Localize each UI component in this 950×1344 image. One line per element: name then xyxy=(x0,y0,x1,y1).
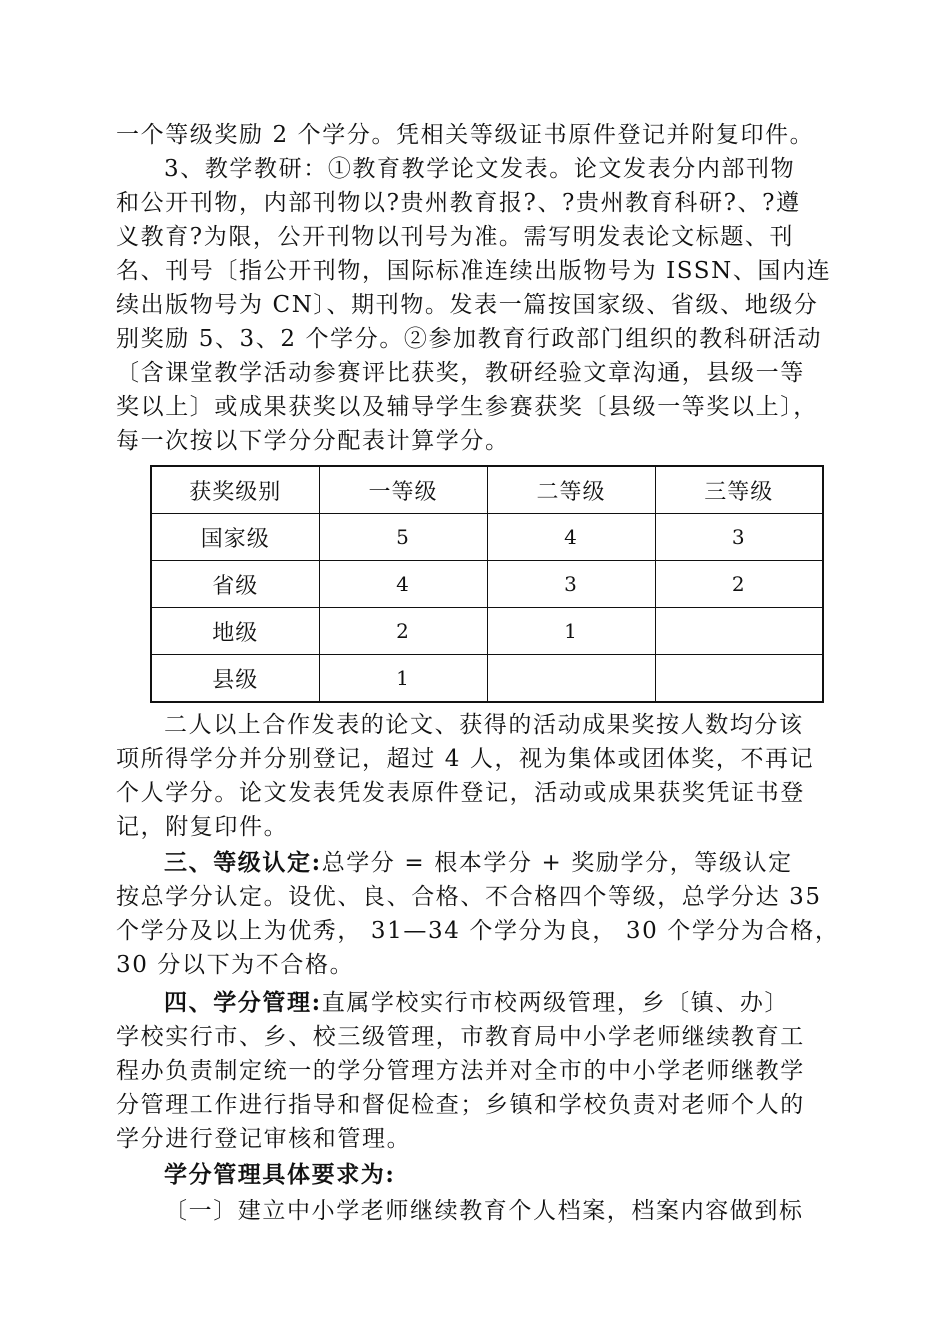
text-line: 3、教学教研：①教育教学论文发表。论文发表分内部刊物 xyxy=(164,156,796,182)
text-line: 30 分以下为不合格。 xyxy=(116,952,355,978)
table-cell xyxy=(487,655,655,703)
table-row xyxy=(151,608,823,655)
table-cell: 1 xyxy=(487,608,655,655)
text-line: 个学分及以上为优秀， 31—34 个学分为良， 30 个学分为合格， xyxy=(116,918,840,944)
section-3-heading: 三、等级认定: xyxy=(164,849,322,876)
requirements-heading: 学分管理具体要求为: xyxy=(164,1161,396,1188)
table-header-cell: 一等级 xyxy=(319,466,487,514)
text-line: 二人以上合作发表的论文、获得的活动成果奖按人数均分该 xyxy=(164,712,804,738)
table-cell: 省级 xyxy=(151,561,319,608)
section-3-first-line xyxy=(164,846,846,880)
section-4-heading: 四、学分管理: xyxy=(164,989,322,1016)
text-line: 义教育?为限，公开刊物以刊号为准。需写明发表论文标题、刊 xyxy=(116,224,795,250)
table-cell xyxy=(655,608,823,655)
text-line: 〔含课堂教学活动参赛评比获奖，教研经验文章沟通，县级一等 xyxy=(116,360,805,386)
text-line: 学分进行登记审核和管理。 xyxy=(116,1126,412,1152)
text-line: 续出版物号为 CN〕、期刊物。发表一篇按国家级、省级、地级分 xyxy=(116,292,819,318)
table-cell: 2 xyxy=(319,608,487,655)
text-line: 程办负责制定统一的学分管理方法并对全市的中小学老师继教学 xyxy=(116,1058,805,1084)
table-cell: 3 xyxy=(487,561,655,608)
table-cell: 1 xyxy=(319,655,487,703)
table-row xyxy=(151,514,823,561)
text-line: 项所得学分并分别登记，超过 4 人，视为集体或团体奖，不再记 xyxy=(116,746,815,772)
text-line: 〔一〕建立中小学老师继续教育个人档案，档案内容做到标 xyxy=(164,1198,804,1224)
table-cell: 国家级 xyxy=(151,514,319,561)
table-cell: 5 xyxy=(319,514,487,561)
table-header-cell: 二等级 xyxy=(487,466,655,514)
table-row xyxy=(151,655,823,703)
table-header-cell: 获奖级别 xyxy=(151,466,319,514)
table-header-cell: 三等级 xyxy=(655,466,823,514)
credit-table xyxy=(150,465,824,703)
section-4-text: 直属学校实行市校两级管理，乡〔镇、办〕 xyxy=(321,990,790,1016)
text-line: 一个等级奖励 2 个学分。凭相关等级证书原件登记并附复印件。 xyxy=(116,122,815,148)
section-4-first-line xyxy=(164,986,846,1020)
text-line: 名、刊号〔指公开刊物，国际标准连续出版物号为 ISSN、国内连 xyxy=(116,258,832,284)
table-row xyxy=(151,561,823,608)
table-cell: 地级 xyxy=(151,608,319,655)
text-line: 奖以上〕或成果获奖以及辅导学生参赛获奖〔县级一等奖以上〕， xyxy=(116,394,818,420)
table-cell: 4 xyxy=(319,561,487,608)
text-line: 学校实行市、乡、校三级管理，市教育局中小学老师继续教育工 xyxy=(116,1024,805,1050)
text-line: 个人学分。论文发表凭发表原件登记，活动或成果获奖凭证书登 xyxy=(116,780,805,806)
table-cell: 2 xyxy=(655,561,823,608)
table-cell: 4 xyxy=(487,514,655,561)
table-cell xyxy=(655,655,823,703)
table-cell: 县级 xyxy=(151,655,319,703)
text-line: 按总学分认定。设优、良、合格、不合格四个等级，总学分达 35 xyxy=(116,884,822,910)
text-line: 分管理工作进行指导和督促检查；乡镇和学校负责对老师个人的 xyxy=(116,1092,805,1118)
text-line: 每一次按以下学分分配表计算学分。 xyxy=(116,428,510,454)
text-line: 和公开刊物，内部刊物以?贵州教育报?、?贵州教育科研?、?遵 xyxy=(116,190,801,216)
text-line: 记，附复印件。 xyxy=(116,814,289,840)
table-cell: 3 xyxy=(655,514,823,561)
text-line: 别奖励 5、3、2 个学分。②参加教育行政部门组织的教科研活动 xyxy=(116,326,823,352)
section-3-text: 总学分 = 根本学分 + 奖励学分，等级认定 xyxy=(321,850,793,876)
table-header-row xyxy=(151,466,823,514)
